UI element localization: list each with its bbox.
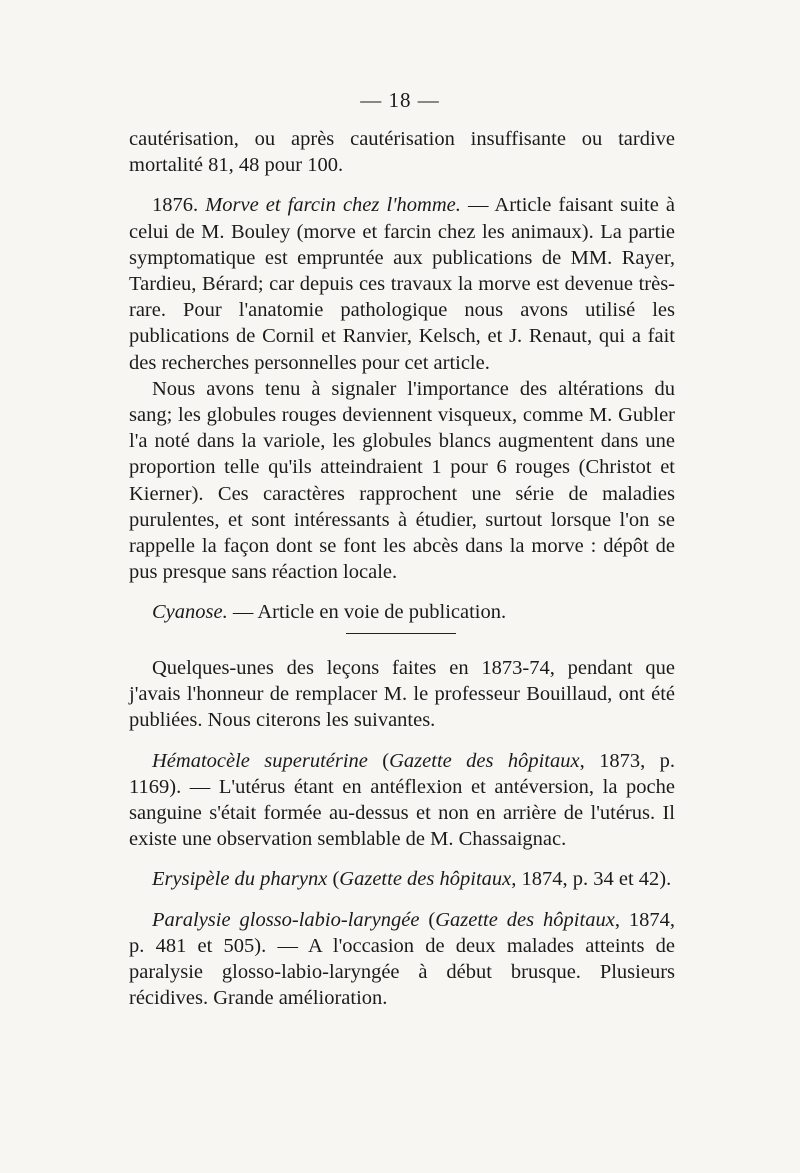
entry-title-cyanose: Cyanose. <box>152 601 228 624</box>
paragraph-erysipele <box>129 866 675 892</box>
journal-name: Gazette des hôpitaux <box>339 868 512 891</box>
entry-title-morve: Morve et farcin chez l'homme. <box>205 194 461 217</box>
entry-body-morve: — Article faisant suite à celui de M. Bouley (morve et farcin chez les animaux). La partie symptomatique est empruntée aux publications de MM. Rayer, Tardieu, Bérard; car depuis ces travaux la morve est devenue très-rare. Pour l'anatomie pathologique nous avons utilisé les publications de Cornil et Ranvier, Kelsch, et J. Renaut, qui a fait des recherches personnelles pour cet article. <box>129 194 675 374</box>
entry-title-erysipele: Erysipèle du pharynx <box>152 868 328 891</box>
paragraph-continuation: cautérisation, ou après cautérisation insuffisante ou tardive mortalité 81, 48 pour 100. <box>129 128 675 177</box>
entry-body-hematocele: , 1873, p. 1169). — L'utérus étant en antéflexion et antéversion, la poche sanguine s'était formée au-dessus et non en arrière de l'utérus. Il existe une observation semblable de M. Chassaignac. <box>129 749 675 851</box>
entry-title-hematocele: Hématocèle superutérine <box>152 749 368 772</box>
paragraph-lecons: Quelques-unes des leçons faites en 1873-74, pendant que j'avais l'honneur de remplacer M. le professeur Bouillaud, ont été publiées. Nous citerons les suivantes. <box>129 657 675 732</box>
entry-body-paralysie: , 1874, p. 481 et 505). — A l'occasion de deux malades atteints de paralysie glosso-labio-laryngée à début brusque. Plusieurs récidives. Grande amélioration. <box>129 908 676 1010</box>
entry-body-cyanose: — Article en voie de publication. <box>227 601 507 624</box>
journal-name: Gazette des hôpitaux <box>435 908 615 931</box>
page-number: — 18 — <box>360 88 440 112</box>
paren-open: ( <box>419 908 436 931</box>
paragraph-paralysie <box>129 907 675 1012</box>
paragraph-hematocele <box>129 748 675 853</box>
paragraph-cyanose <box>129 599 675 625</box>
text-section-bottom <box>129 655 675 1011</box>
entry-title-paralysie: Paralysie glosso-labio-laryngée <box>152 908 420 931</box>
paragraph-alterations: Nous avons tenu à signaler l'importance des altérations du sang; les globules rouges deviennent visqueux, comme M. Gubler l'a noté dans la variole, les globules blancs augmentent dans une proportion telle qu'ils atteindraient 1 pour 6 rouges (Christot et Kierner). Ces caractères rapprochent une série de maladies purulentes, et sont intéressants à étudier, surtout lorsque l'on se rappelle la façon dont se font les abcès dans la morve : dépôt de pus presque sans réaction locale. <box>129 377 675 584</box>
text-section-top <box>129 126 675 626</box>
entry-year: 1876. <box>152 194 199 217</box>
entry-body-erysipele: , 1874, p. 34 et 42). <box>511 868 672 891</box>
paren-open: ( <box>327 868 340 891</box>
section-divider <box>346 633 456 634</box>
paragraph-morve <box>129 192 675 375</box>
paren-open: ( <box>367 749 390 772</box>
journal-name: Gazette des hôpitaux <box>389 749 580 772</box>
